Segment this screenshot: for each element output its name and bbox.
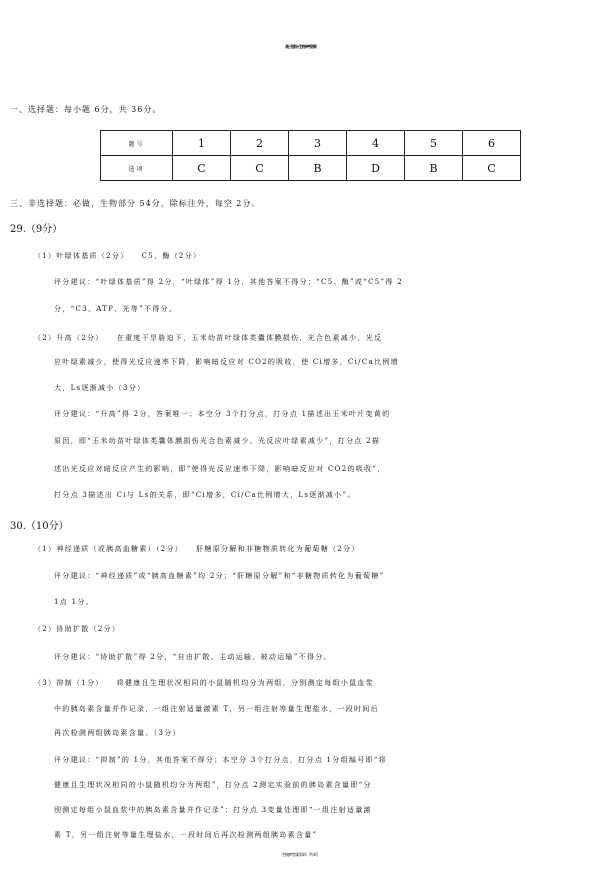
q30-part3-note: 别测定每组小鼠血浆中的胰岛素含量并作记录”；打分点 3变量处理即“一组注射适量激 (54, 806, 372, 814)
q30-part3-answer: （3）抑制（1分） 将健康且生理状况相同的小鼠随机均分为两组，分别测定每组小鼠血浆 (34, 679, 375, 687)
table-cell: D (347, 156, 405, 181)
q29-part2-answer: （2）升高（2分） 在重度干旱胁迫下，玉米幼苗叶绿体类囊体膜损伤，光合色素减少，光反 (34, 334, 383, 342)
q29-part2-answer: 大，Ls逐渐减小（3分） (54, 384, 146, 392)
table-cell: B (405, 156, 463, 181)
page-footer: 生物参考答案 第 1页（共 3页） (281, 852, 320, 857)
q29-title: 29.（9分） (10, 224, 63, 235)
answer-table (100, 130, 521, 181)
q30-part1-note: 评分建议：“神经递质”或“胰高血糖素”均 2分；“肝糖原分解”和“非糖物质转化为葡萄糖” (54, 572, 385, 580)
q30-part3-note: 健康且生理状况相同的小鼠随机均分为两组”，打分点 2测定实验前的胰岛素含量即“分 (54, 781, 372, 789)
table-cell: B (289, 156, 347, 181)
row-label-option: 选项 (101, 156, 173, 181)
table-cell: 4 (347, 131, 405, 156)
q30-part2-note: 评分建议：“协助扩散”得 2分，“自由扩散、主动运输、被动运输”不得分。 (54, 653, 332, 661)
section2-heading: 三、非选择题：必做，生物部分 54分，除标注外，每空 2分。 (10, 199, 261, 208)
q29-part1-answer: （1）叶绿体基质（2分） C5、酶（2分） (34, 252, 202, 260)
q30-part2-answer: （2）协助扩散（2分） (34, 625, 121, 633)
row-label-number: 题号 (101, 131, 173, 156)
q30-part3-answer: 再次检测两组胰岛素含量。（3分） (54, 729, 181, 737)
table-cell: 3 (289, 131, 347, 156)
table-cell: 6 (463, 131, 521, 156)
table-cell: 2 (231, 131, 289, 156)
table-cell: C (173, 156, 231, 181)
q30-part3-note: 素 T，另一组注射等量生理盐水，一段时间后再次检测两组胰岛素含量” (54, 831, 318, 839)
q29-part1-note: 评分建议：“叶绿体基质”得 2分，“叶绿体”得 1分，其他答案不得分；“C5、酶”或“C5”得 2 (54, 278, 403, 286)
page-title: 高三理综 •生物参考答案 (285, 44, 316, 49)
table-cell: C (231, 156, 289, 181)
q30-title: 30.（10分） (10, 521, 69, 532)
table-cell: 5 (405, 131, 463, 156)
table-cell: 1 (173, 131, 231, 156)
q29-part1-note: 分，“C3、ATP、光等”不得分。 (54, 305, 178, 313)
table-row (101, 156, 521, 181)
table-cell: C (463, 156, 521, 181)
q29-part2-note: 打分点 3描述出 Ci与 Ls的关系，即“Ci增多，Ci/Ca比例增大，Ls逐渐减小”。 (54, 491, 356, 499)
q29-part2-note: 原因，即“玉米幼苗叶绿体类囊体膜损伤光合色素减少，光反应叶绿素减少”，打分点 2描 (54, 437, 381, 445)
q29-part2-note: 评分建议：“升高”得 2分，答案唯一；本空分 3个打分点，打分点 1描述出玉米叶片变黄的 (54, 410, 391, 418)
q30-part1-note: 1点 1分。 (54, 598, 94, 606)
q30-part3-answer: 中的胰岛素含量并作记录，一组注射适量激素 T，另一组注射等量生理盐水，一段时间后 (54, 705, 379, 713)
q29-part2-answer: 应叶绿素减少，使得光反应速率下降，影响暗反应对 CO2的吸收，使 Ci增多，Ci/Ca比例增 (54, 358, 399, 366)
q30-part3-note: 评分建议：“抑制”的 1分，其他答案不得分；本空分 3个打分点，打分点 1分组编号即“将 (54, 756, 387, 764)
q30-part1-answer: （1）神经递质（或胰高血糖素）（2分） 肝糖原分解和非糖物质转化为葡萄糖（2分） (34, 545, 360, 553)
q29-part2-note: 述出光反应对暗反应产生的影响，即“使得光反应速率下降，影响暗反应对 CO2的吸收”， (54, 465, 386, 473)
table-row (101, 131, 521, 156)
section1-heading: 一、选择题：每小题 6分，共 36分。 (10, 105, 162, 114)
